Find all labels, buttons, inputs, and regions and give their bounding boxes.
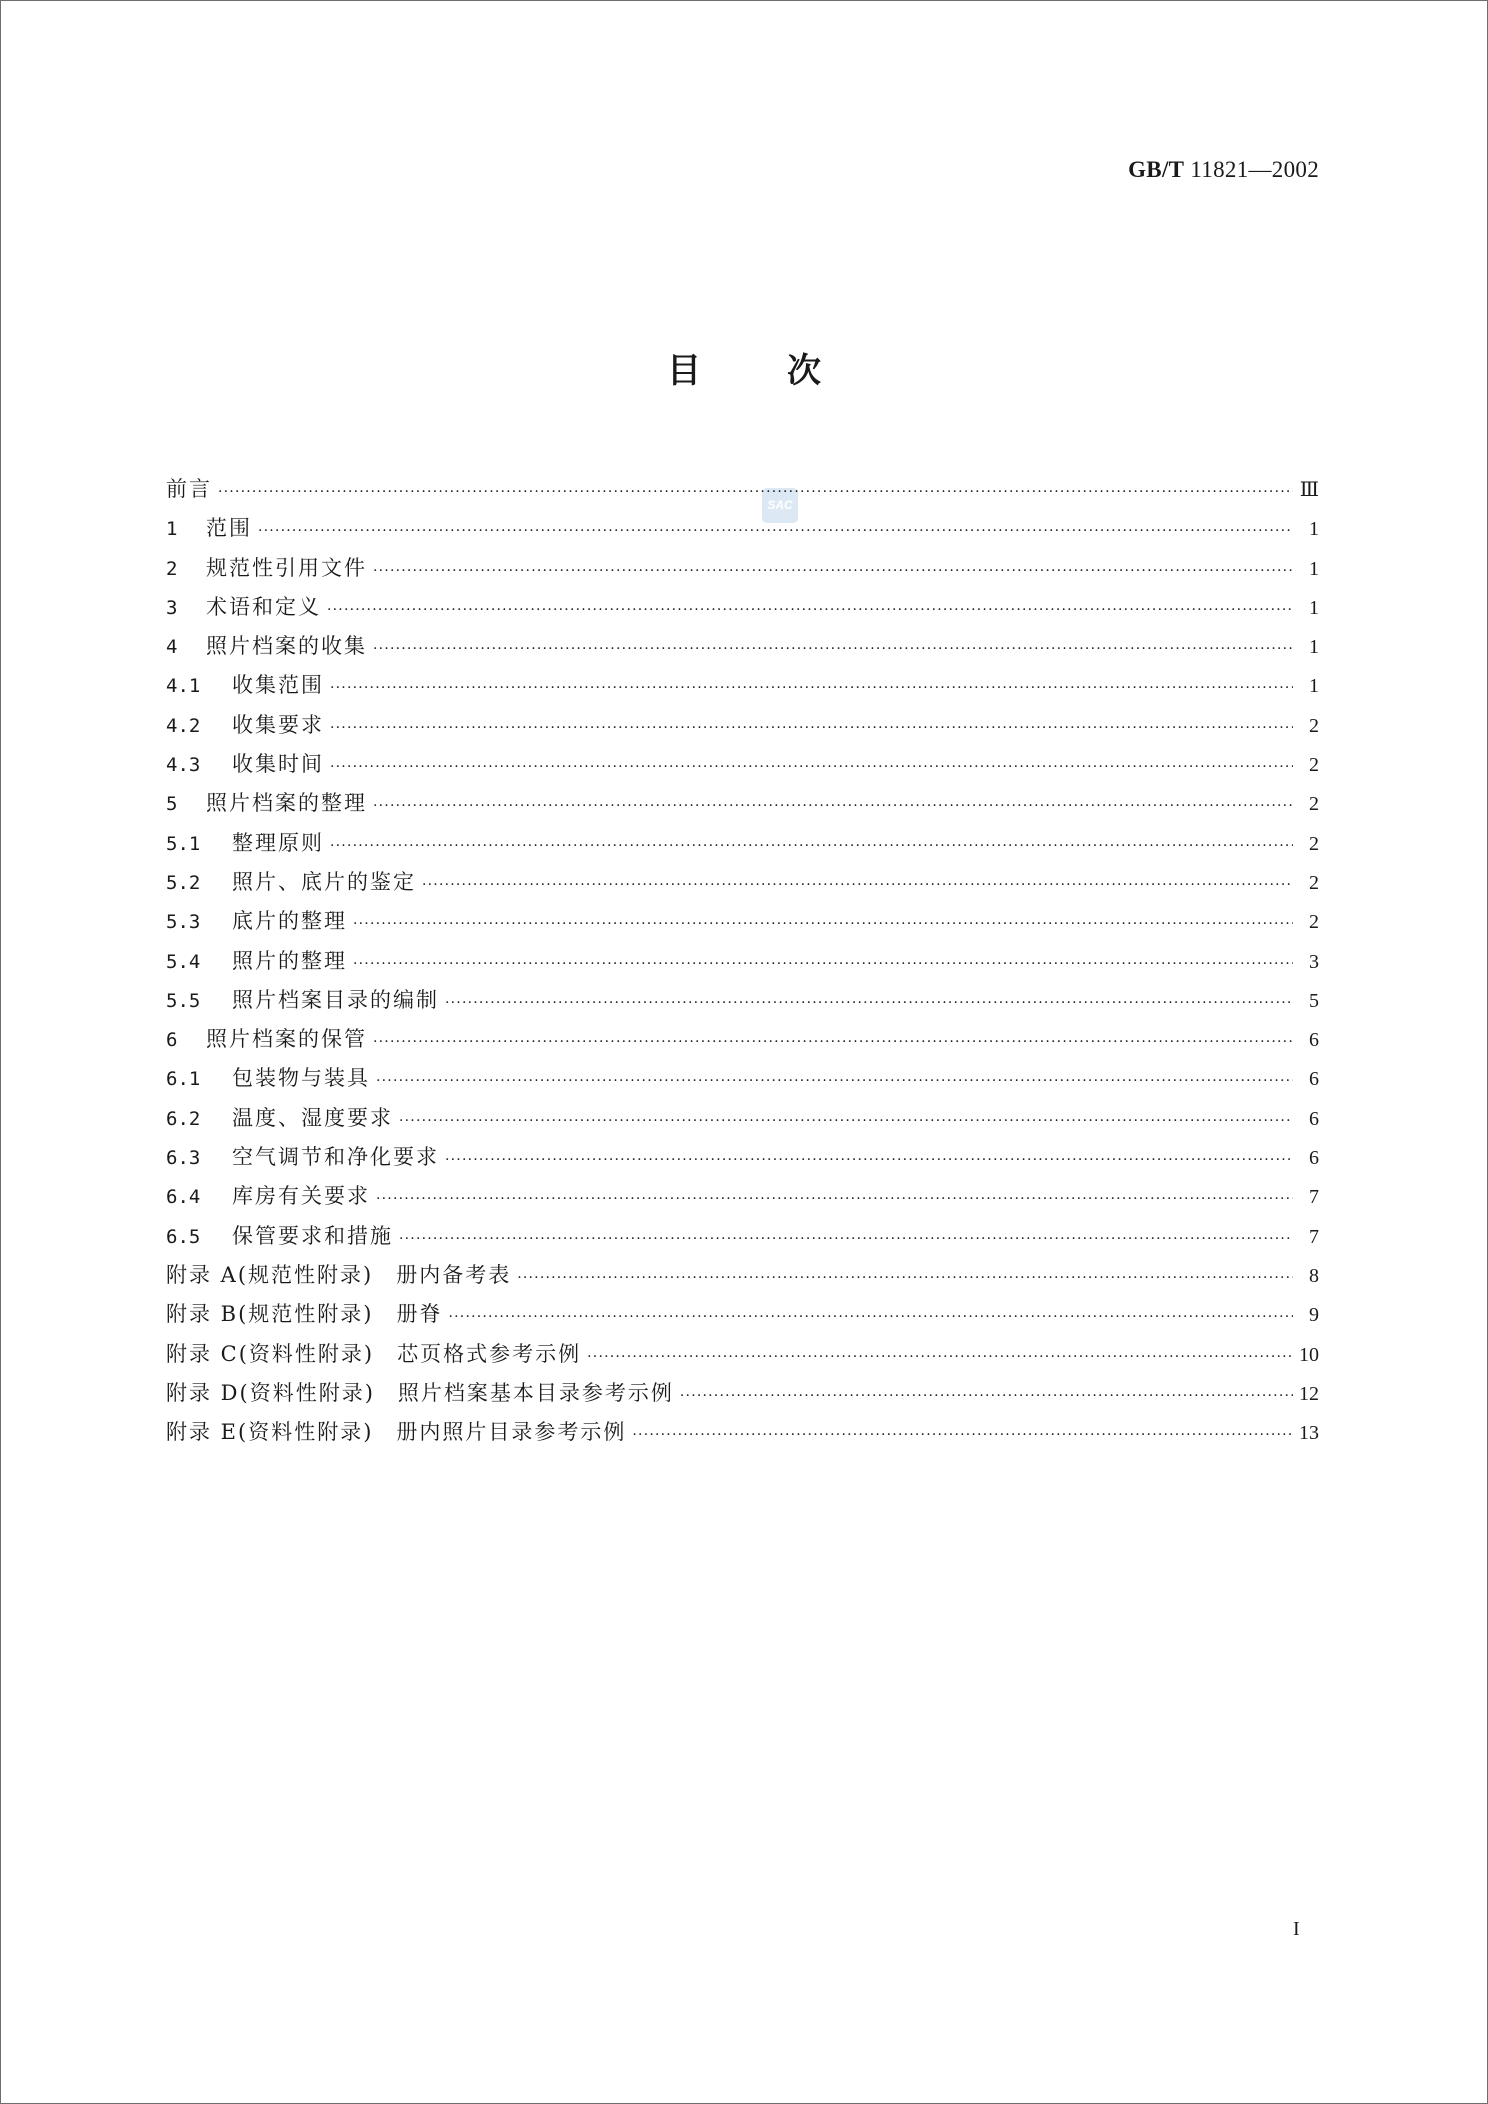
toc-dot-leader (330, 680, 1293, 696)
toc-entry-number: 4.2 (166, 714, 201, 737)
toc-entry-page: 1 (1309, 557, 1319, 580)
toc-entry-page: 10 (1299, 1343, 1319, 1366)
toc-entry-number: 1 (166, 518, 178, 541)
toc-dot-leader (353, 916, 1293, 932)
toc-dot-leader (373, 1034, 1293, 1050)
toc-entry-page: 9 (1309, 1304, 1319, 1327)
page-folio: I (1293, 1918, 1300, 1940)
toc-entry-page: 3 (1309, 950, 1319, 973)
toc-entry[interactable] (166, 512, 1319, 551)
toc-dot-leader (449, 1309, 1294, 1325)
toc-dot-leader (330, 759, 1293, 775)
toc-entry-label: 照片档案目录的编制 (232, 987, 439, 1012)
toc-entry[interactable] (166, 866, 1319, 905)
toc-entry-number: 4 (166, 636, 178, 659)
toc-entry-page: 2 (1309, 754, 1319, 777)
toc-entry-label: 范围 (206, 516, 252, 541)
toc-entry-number: 6.5 (166, 1225, 201, 1248)
toc-entry-label: 温度、湿度要求 (232, 1105, 393, 1130)
toc-entry-label: 附录 C(资料性附录) 芯页格式参考示例 (166, 1341, 582, 1366)
toc-dot-leader (445, 995, 1293, 1011)
toc-entry[interactable] (166, 1338, 1319, 1377)
toc-entry-label: 底片的整理 (232, 909, 347, 934)
toc-entry[interactable] (166, 591, 1319, 630)
toc-entry-page: 2 (1309, 911, 1319, 934)
toc-dot-leader (327, 602, 1293, 618)
sac-watermark-logo: SAC (762, 488, 798, 523)
toc-entry-page: 8 (1309, 1264, 1319, 1287)
toc-dot-leader (258, 523, 1293, 539)
toc-entry[interactable] (166, 1298, 1319, 1337)
toc-entry[interactable] (166, 1180, 1319, 1219)
toc-entry-label: 前言 (166, 477, 212, 501)
toc-entry[interactable] (166, 1220, 1319, 1259)
toc-entry-page: 1 (1309, 636, 1319, 659)
toc-entry-number: 6.1 (166, 1068, 201, 1091)
toc-entry[interactable] (166, 473, 1319, 512)
toc-entry[interactable] (166, 709, 1319, 748)
toc-entry-page: 1 (1309, 675, 1319, 698)
toc-dot-leader (399, 1113, 1293, 1129)
toc-entry-label: 整理原则 (232, 830, 324, 855)
toc-entry[interactable] (166, 1102, 1319, 1141)
toc-entry[interactable] (166, 669, 1319, 708)
toc-entry-number: 5 (166, 793, 178, 816)
toc-dot-leader (632, 1427, 1293, 1443)
toc-entry-label: 库房有关要求 (232, 1184, 370, 1209)
toc-entry-label: 照片档案的保管 (206, 1027, 367, 1052)
toc-entry-number: 5.5 (166, 989, 201, 1012)
toc-entry-label: 收集时间 (232, 752, 324, 777)
toc-entry-label: 术语和定义 (206, 594, 321, 619)
toc-dot-leader (422, 877, 1293, 893)
toc-entry[interactable] (166, 1416, 1319, 1455)
toc-entry-label: 保管要求和措施 (232, 1223, 393, 1248)
toc-dot-leader (373, 641, 1293, 657)
toc-dot-leader (376, 1191, 1293, 1207)
toc-entry-page: 2 (1309, 871, 1319, 894)
toc-entry-number: 6.4 (166, 1186, 201, 1209)
toc-entry-label: 照片档案的整理 (206, 791, 367, 816)
toc-entry[interactable] (166, 1259, 1319, 1298)
toc-entry[interactable] (166, 905, 1319, 944)
toc-entry-number: 5.2 (166, 871, 201, 894)
table-of-contents (166, 473, 1319, 1455)
toc-entry-label: 收集范围 (232, 673, 324, 698)
toc-entry[interactable] (166, 1377, 1319, 1416)
toc-entry-label: 收集要求 (232, 712, 324, 737)
toc-dot-leader (399, 1231, 1293, 1247)
toc-entry-number: 6 (166, 1029, 178, 1052)
page-title: 目次 (667, 351, 907, 391)
toc-entry-label: 附录 D(资料性附录) 照片档案基本目录参考示例 (166, 1380, 674, 1405)
toc-entry-page: 1 (1309, 596, 1319, 619)
standard-prefix: GB/T (1128, 157, 1185, 182)
toc-entry[interactable] (166, 1141, 1319, 1180)
toc-entry[interactable] (166, 984, 1319, 1023)
toc-entry[interactable] (166, 630, 1319, 669)
toc-entry-label: 空气调节和净化要求 (232, 1145, 439, 1170)
toc-entry-number: 5.1 (166, 832, 201, 855)
toc-entry[interactable] (166, 748, 1319, 787)
toc-entry-label: 包装物与装具 (232, 1066, 370, 1091)
toc-entry[interactable] (166, 1062, 1319, 1101)
toc-dot-leader (587, 1349, 1293, 1365)
toc-entry-page: 2 (1309, 714, 1319, 737)
toc-entry-page: 6 (1309, 1107, 1319, 1130)
toc-entry-number: 4.3 (166, 754, 201, 777)
toc-entry-label: 附录 E(资料性附录) 册内照片目录参考示例 (166, 1420, 627, 1445)
toc-entry-number: 4.1 (166, 675, 201, 698)
toc-entry-page: 13 (1299, 1422, 1319, 1445)
toc-entry-number: 2 (166, 557, 178, 580)
toc-entry[interactable] (166, 945, 1319, 984)
toc-dot-leader (330, 838, 1293, 854)
toc-dot-leader (330, 720, 1293, 736)
toc-entry[interactable] (166, 1023, 1319, 1062)
toc-entry-number: 5.4 (166, 950, 201, 973)
toc-entry-page: 2 (1309, 793, 1319, 816)
toc-entry-number: 6.3 (166, 1147, 201, 1170)
toc-entry-page: 5 (1309, 989, 1319, 1012)
toc-dot-leader (680, 1388, 1293, 1404)
toc-entry-page: 7 (1309, 1186, 1319, 1209)
toc-entry-page: 6 (1309, 1068, 1319, 1091)
toc-entry-label: 规范性引用文件 (206, 555, 367, 580)
toc-dot-leader (517, 1270, 1293, 1286)
standard-number (1128, 157, 1319, 183)
toc-entry-page: Ⅲ (1299, 479, 1319, 501)
toc-entry-label: 照片档案的收集 (206, 634, 367, 659)
toc-dot-leader (373, 563, 1293, 579)
toc-entry-label: 照片、底片的鉴定 (232, 869, 416, 894)
toc-entry-page: 12 (1299, 1382, 1319, 1405)
toc-entry-page: 6 (1309, 1147, 1319, 1170)
toc-entry[interactable] (166, 552, 1319, 591)
standard-code: 11821—2002 (1190, 157, 1319, 182)
toc-dot-leader (376, 1073, 1293, 1089)
toc-dot-leader (373, 798, 1293, 814)
toc-entry-page: 2 (1309, 832, 1319, 855)
toc-entry-label: 附录 A(规范性附录) 册内备考表 (166, 1262, 512, 1287)
toc-entry-number: 5.3 (166, 911, 201, 934)
toc-entry-page: 1 (1309, 518, 1319, 541)
toc-entry-number: 3 (166, 596, 178, 619)
toc-entry[interactable] (166, 827, 1319, 866)
toc-dot-leader (353, 956, 1293, 972)
toc-entry-page: 6 (1309, 1029, 1319, 1052)
toc-dot-leader (445, 1152, 1293, 1168)
toc-entry-number: 6.2 (166, 1107, 201, 1130)
toc-entry-label: 照片的整理 (232, 948, 347, 973)
toc-dot-leader (218, 484, 1293, 500)
toc-entry[interactable] (166, 787, 1319, 826)
toc-entry-page: 7 (1309, 1225, 1319, 1248)
toc-entry-label: 附录 B(规范性附录) 册脊 (166, 1302, 443, 1327)
